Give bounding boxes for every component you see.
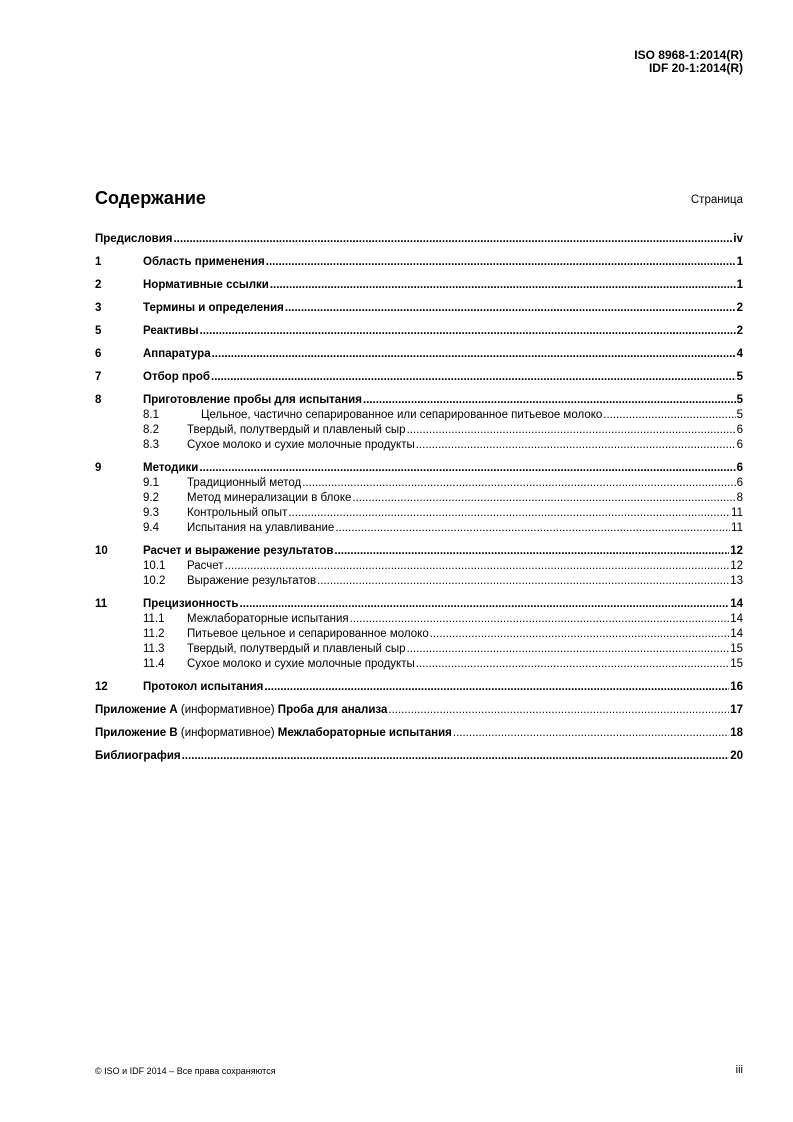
toc-leader-dots <box>453 726 729 741</box>
toc-subentry[interactable] <box>95 423 743 438</box>
toc-entry[interactable] <box>95 255 743 270</box>
toc-entry[interactable] <box>95 597 743 612</box>
toc-entry-page: 5 <box>736 371 743 383</box>
toc-subentry-page: 15 <box>730 658 743 670</box>
toc-entry-title: Расчет и выражение результатов <box>143 545 334 557</box>
toc-subentry-page: 12 <box>730 560 743 572</box>
toc-subentry-page: 6 <box>736 477 743 489</box>
toc-leader-dots <box>212 347 736 362</box>
toc-entry-page: 4 <box>736 348 743 360</box>
toc-subentry[interactable] <box>95 408 743 423</box>
toc-subentry-number: 8.3 <box>143 439 159 451</box>
toc-entry-number: 12 <box>95 681 108 693</box>
toc-annex[interactable] <box>95 703 743 718</box>
toc-subentry-number: 8.2 <box>143 424 159 436</box>
toc-entry-title: Приготовление пробы для испытания <box>143 394 362 406</box>
document-header <box>634 49 743 75</box>
toc-entry-page: 2 <box>736 325 743 337</box>
toc-entry[interactable] <box>95 544 743 559</box>
toc-subentry[interactable] <box>95 491 743 506</box>
toc-subentry-page: 5 <box>736 409 743 421</box>
toc-entry[interactable] <box>95 393 743 408</box>
toc-subentry-page: 14 <box>730 613 743 625</box>
annex-prefix: Приложение A <box>95 704 178 716</box>
toc-subentry-title: Межлабораторные испытания <box>187 613 349 625</box>
toc-subentry-title: Традиционный метод <box>187 477 302 489</box>
toc-subentry-number: 8.1 <box>143 409 159 421</box>
toc-subentry-number: 9.1 <box>143 477 159 489</box>
toc-leader-dots <box>317 574 729 589</box>
toc-bibliography[interactable] <box>95 749 743 764</box>
toc-subentry-title: Испытания на улавливание <box>187 522 335 534</box>
bibliography-title: Библиография <box>95 750 181 762</box>
toc-entry-number: 5 <box>95 325 102 337</box>
toc-leader-dots <box>266 255 736 270</box>
toc-subentry-title: Твердый, полутвердый и плавленый сыр <box>187 424 406 436</box>
toc-leader-dots <box>288 506 730 521</box>
toc-subentry-number: 9.2 <box>143 492 159 504</box>
toc-annex-title-group <box>95 726 452 741</box>
toc-leader-dots <box>199 461 735 476</box>
toc-entry-page: 6 <box>736 462 743 474</box>
footer-page-number: iii <box>735 1064 743 1076</box>
toc-entry-page: 14 <box>730 598 743 610</box>
toc-subentry-title: Цельное, частично сепарированное или сепарированное питьевое молоко <box>201 409 603 421</box>
toc-subentry-title: Твердый, полутвердый и плавленый сыр <box>187 643 406 655</box>
toc-subentry-page: 11 <box>731 522 743 534</box>
toc-subentry[interactable] <box>95 506 743 521</box>
toc-entry[interactable] <box>95 680 743 695</box>
toc-leader-dots <box>240 597 730 612</box>
toc-subentry-number: 11.2 <box>143 628 165 640</box>
toc-leader-dots <box>388 703 729 718</box>
toc-subentry[interactable] <box>95 627 743 642</box>
toc-subentry-number: 11.1 <box>143 613 165 625</box>
table-of-contents <box>95 232 743 764</box>
toc-entry-number: 2 <box>95 279 102 291</box>
toc-subentry[interactable] <box>95 642 743 657</box>
toc-leader-dots <box>182 749 730 764</box>
toc-subentry-number: 11.3 <box>143 643 165 655</box>
annex-type: (информативное) <box>180 727 275 739</box>
toc-entry-page: 16 <box>730 681 743 693</box>
footer-copyright: © ISO и IDF 2014 – Все права сохраняются <box>95 1066 276 1076</box>
toc-entry-title: Нормативные ссылки <box>143 279 269 291</box>
toc-leader-dots <box>225 559 730 574</box>
toc-leader-dots <box>173 232 732 247</box>
toc-entry[interactable] <box>95 347 743 362</box>
toc-entry-number: 7 <box>95 371 102 383</box>
toc-leader-dots <box>416 438 736 453</box>
toc-entry-page: 1 <box>736 256 743 268</box>
toc-leader-dots <box>416 657 729 672</box>
toc-title: Содержание <box>95 188 206 208</box>
toc-entry[interactable] <box>95 232 743 247</box>
toc-leader-dots <box>407 423 736 438</box>
toc-subentry-title: Питьевое цельное и сепарированное молоко <box>187 628 429 640</box>
toc-entry-title: Термины и определения <box>143 302 284 314</box>
toc-annex-page: 18 <box>730 727 743 739</box>
toc-subentry[interactable] <box>95 559 743 574</box>
toc-annex[interactable] <box>95 726 743 741</box>
toc-subentry-title: Расчет <box>187 560 224 572</box>
page-column-label: Страница <box>690 194 743 206</box>
toc-entry-number: 11 <box>95 598 108 610</box>
toc-subentry-title: Контрольный опыт <box>187 507 288 519</box>
toc-entry-page: 12 <box>730 545 743 557</box>
toc-entry-page: 2 <box>736 302 743 314</box>
toc-leader-dots <box>264 680 729 695</box>
toc-entry-number: 8 <box>95 394 102 406</box>
header-line-2: IDF 20-1:2014(R) <box>648 61 743 75</box>
annex-title: Межлабораторные испытания <box>277 727 452 739</box>
header-line-1: ISO 8968-1:2014(R) <box>634 48 743 62</box>
toc-annex-page: 17 <box>730 704 743 716</box>
toc-leader-dots <box>334 544 729 559</box>
toc-entry-title: Протокол испытания <box>143 681 264 693</box>
toc-leader-dots <box>211 370 736 385</box>
toc-entry-title: Область применения <box>143 256 265 268</box>
toc-subentry-number: 9.4 <box>143 522 159 534</box>
toc-subentry-number: 10.1 <box>143 560 166 572</box>
toc-subentry-page: 6 <box>736 424 743 436</box>
toc-leader-dots <box>350 612 730 627</box>
toc-entry[interactable] <box>95 301 743 316</box>
toc-entry-number: 1 <box>95 256 102 268</box>
toc-entry[interactable] <box>95 278 743 293</box>
toc-entry-title: Прецизионность <box>143 598 239 610</box>
toc-entry-number: 9 <box>95 462 102 474</box>
bibliography-page: 20 <box>730 750 743 762</box>
toc-subentry-page: 14 <box>730 628 743 640</box>
toc-subentry-page: 8 <box>736 492 743 504</box>
toc-entry-number: 3 <box>95 302 102 314</box>
annex-title: Проба для анализа <box>277 704 388 716</box>
toc-leader-dots <box>302 476 735 491</box>
toc-entry[interactable] <box>95 461 743 476</box>
toc-annex-title-group <box>95 703 387 718</box>
toc-leader-dots <box>363 393 736 408</box>
toc-subentry-page: 6 <box>736 439 743 451</box>
toc-entry-title: Методики <box>143 462 199 474</box>
toc-subentry-title: Сухое молоко и сухие молочные продукты <box>187 658 415 670</box>
toc-subentry-title: Выражение результатов <box>187 575 317 587</box>
toc-subentry[interactable] <box>95 438 743 453</box>
toc-subentry-title: Метод минерализации в блоке <box>187 492 352 504</box>
toc-leader-dots <box>603 408 735 423</box>
toc-subentry-number: 9.3 <box>143 507 159 519</box>
toc-entry-title: Аппаратура <box>143 348 211 360</box>
toc-entry-page: 5 <box>736 394 743 406</box>
toc-subentry-page: 11 <box>731 507 743 519</box>
toc-entry-title: Отбор проб <box>143 371 211 383</box>
toc-subentry[interactable] <box>95 612 743 627</box>
toc-entry-title: Предисловия <box>95 233 173 245</box>
toc-subentry[interactable] <box>95 657 743 672</box>
annex-type: (информативное) <box>180 704 275 716</box>
toc-entry-number: 10 <box>95 545 108 557</box>
toc-leader-dots <box>200 324 736 339</box>
toc-leader-dots <box>407 642 730 657</box>
toc-subentry[interactable] <box>95 476 743 491</box>
toc-entry-page: 1 <box>736 279 743 291</box>
toc-subentry-page: 15 <box>730 643 743 655</box>
toc-subentry-number: 10.2 <box>143 575 166 587</box>
toc-subentry[interactable] <box>95 574 743 589</box>
toc-leader-dots <box>430 627 729 642</box>
toc-subentry[interactable] <box>95 521 743 536</box>
toc-leader-dots <box>270 278 736 293</box>
toc-leader-dots <box>352 491 735 506</box>
toc-entry-title: Реактивы <box>143 325 199 337</box>
toc-leader-dots <box>285 301 736 316</box>
toc-leader-dots <box>335 521 730 536</box>
toc-entry[interactable] <box>95 370 743 385</box>
annex-prefix: Приложение B <box>95 727 178 739</box>
toc-entry-page: iv <box>733 233 743 245</box>
toc-entry-number: 6 <box>95 348 102 360</box>
toc-subentry-title: Сухое молоко и сухие молочные продукты <box>187 439 415 451</box>
toc-subentry-number: 11.4 <box>143 658 165 670</box>
toc-subentry-page: 13 <box>730 575 743 587</box>
toc-entry[interactable] <box>95 324 743 339</box>
